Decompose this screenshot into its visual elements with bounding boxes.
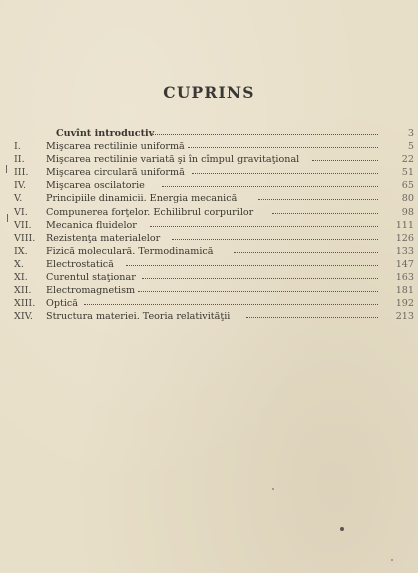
toc-entry-page: 213: [395, 311, 414, 323]
toc-entry-page: 147: [395, 258, 414, 270]
toc-entry-number: IX.: [14, 245, 28, 257]
dot-leader: [162, 186, 378, 187]
toc-entry-chapter-7[interactable]: [0, 219, 418, 232]
toc-entry-title: Electromagnetism: [46, 285, 136, 297]
toc-entry-page: 181: [395, 285, 414, 297]
paper-speck: [340, 527, 344, 531]
toc-entry-number: XIV.: [14, 311, 33, 323]
toc-entry-page: 192: [395, 298, 414, 310]
dot-leader: [150, 134, 378, 135]
dot-leader: [192, 173, 378, 174]
toc-entry-chapter-4[interactable]: [0, 179, 418, 192]
toc-entry-chapter-5[interactable]: [0, 192, 418, 205]
toc-entry-title: Mişcarea rectilinie variată şi în cîmpul gravitaţional: [46, 154, 300, 166]
toc-entry-number: VII.: [14, 219, 32, 231]
toc-entry-title: Mecanica fluidelor: [46, 219, 137, 231]
toc-entry-page: 111: [395, 219, 414, 231]
toc-entry-chapter-10[interactable]: [0, 258, 418, 271]
toc-entry-page: 22: [401, 154, 414, 166]
toc-entry-chapter-3[interactable]: [0, 166, 418, 179]
toc-entry-page: 65: [401, 180, 414, 192]
toc-entry-number: V.: [14, 193, 23, 205]
toc-entry-number: III.: [14, 167, 29, 179]
dot-leader: [246, 317, 378, 318]
toc-entry-chapter-6[interactable]: [0, 206, 418, 219]
toc-entry-chapter-2[interactable]: [0, 153, 418, 166]
dot-leader: [150, 226, 378, 227]
dot-leader: [84, 304, 378, 305]
dot-leader: [142, 278, 378, 279]
margin-pencil-mark: [6, 165, 7, 173]
toc-entry-chapter-13[interactable]: [0, 297, 418, 310]
dot-leader: [272, 213, 378, 214]
dot-leader: [172, 239, 378, 240]
table-of-contents: [0, 127, 418, 323]
toc-entry-title: Cuvînt introductiv: [56, 128, 155, 139]
toc-entry-title: Mişcarea oscilatorie: [46, 180, 145, 192]
dot-leader: [258, 199, 378, 200]
toc-entry-chapter-14[interactable]: [0, 310, 418, 323]
dot-leader: [138, 291, 378, 292]
toc-entry-number: X.: [14, 258, 24, 270]
toc-entry-page: 5: [407, 141, 414, 153]
toc-entry-page: 98: [401, 206, 414, 218]
margin-pencil-mark: [7, 214, 8, 222]
toc-entry-chapter-12[interactable]: [0, 284, 418, 297]
toc-entry-chapter-1[interactable]: [0, 140, 418, 153]
toc-entry-page: 163: [395, 272, 414, 284]
paper-speck: [272, 488, 274, 490]
toc-entry-page: 80: [401, 193, 414, 205]
toc-entry-number: VIII.: [14, 232, 36, 244]
toc-entry-title: Electrostatică: [46, 258, 114, 270]
toc-entry-chapter-11[interactable]: [0, 271, 418, 284]
toc-entry-title: Curentul staţionar: [46, 272, 136, 284]
toc-entry-title: Optică: [46, 298, 79, 310]
toc-entry-number: I.: [14, 141, 21, 153]
toc-entry-title: Principiile dinamicii. Energia mecanică: [46, 193, 238, 205]
toc-entry-page: 51: [401, 167, 414, 179]
dot-leader: [188, 147, 378, 148]
dot-leader: [234, 252, 378, 253]
toc-entry-title: Rezistenţa materialelor: [46, 232, 161, 244]
toc-entry-number: II.: [14, 154, 25, 166]
paper-speck: [391, 559, 393, 561]
toc-entry-page: 133: [395, 245, 414, 257]
toc-entry-title: Fizică moleculară. Termodinamică: [46, 245, 214, 257]
toc-entry-number: IV.: [14, 180, 27, 192]
toc-entry-number: XII.: [14, 285, 32, 297]
dot-leader: [312, 160, 378, 161]
toc-entry-title: Mişcarea rectilinie uniformă: [46, 141, 185, 153]
toc-entry-chapter-8[interactable]: [0, 232, 418, 245]
toc-entry-number: XI.: [14, 272, 28, 284]
dot-leader: [126, 265, 378, 266]
toc-entry-page: 3: [407, 128, 414, 139]
toc-entry-page: 126: [395, 232, 414, 244]
toc-entry-title: Mişcarea circulară uniformă: [46, 167, 185, 179]
page-title: CUPRINS: [163, 83, 255, 102]
toc-entry-intro[interactable]: [0, 127, 418, 140]
toc-entry-chapter-9[interactable]: [0, 245, 418, 258]
toc-entry-title: Compunerea forţelor. Echilibrul corpurilor: [46, 206, 254, 218]
toc-entry-title: Structura materiei. Teoria relativităţii: [46, 311, 231, 323]
toc-entry-number: VI.: [14, 206, 28, 218]
toc-entry-number: XIII.: [14, 298, 36, 310]
